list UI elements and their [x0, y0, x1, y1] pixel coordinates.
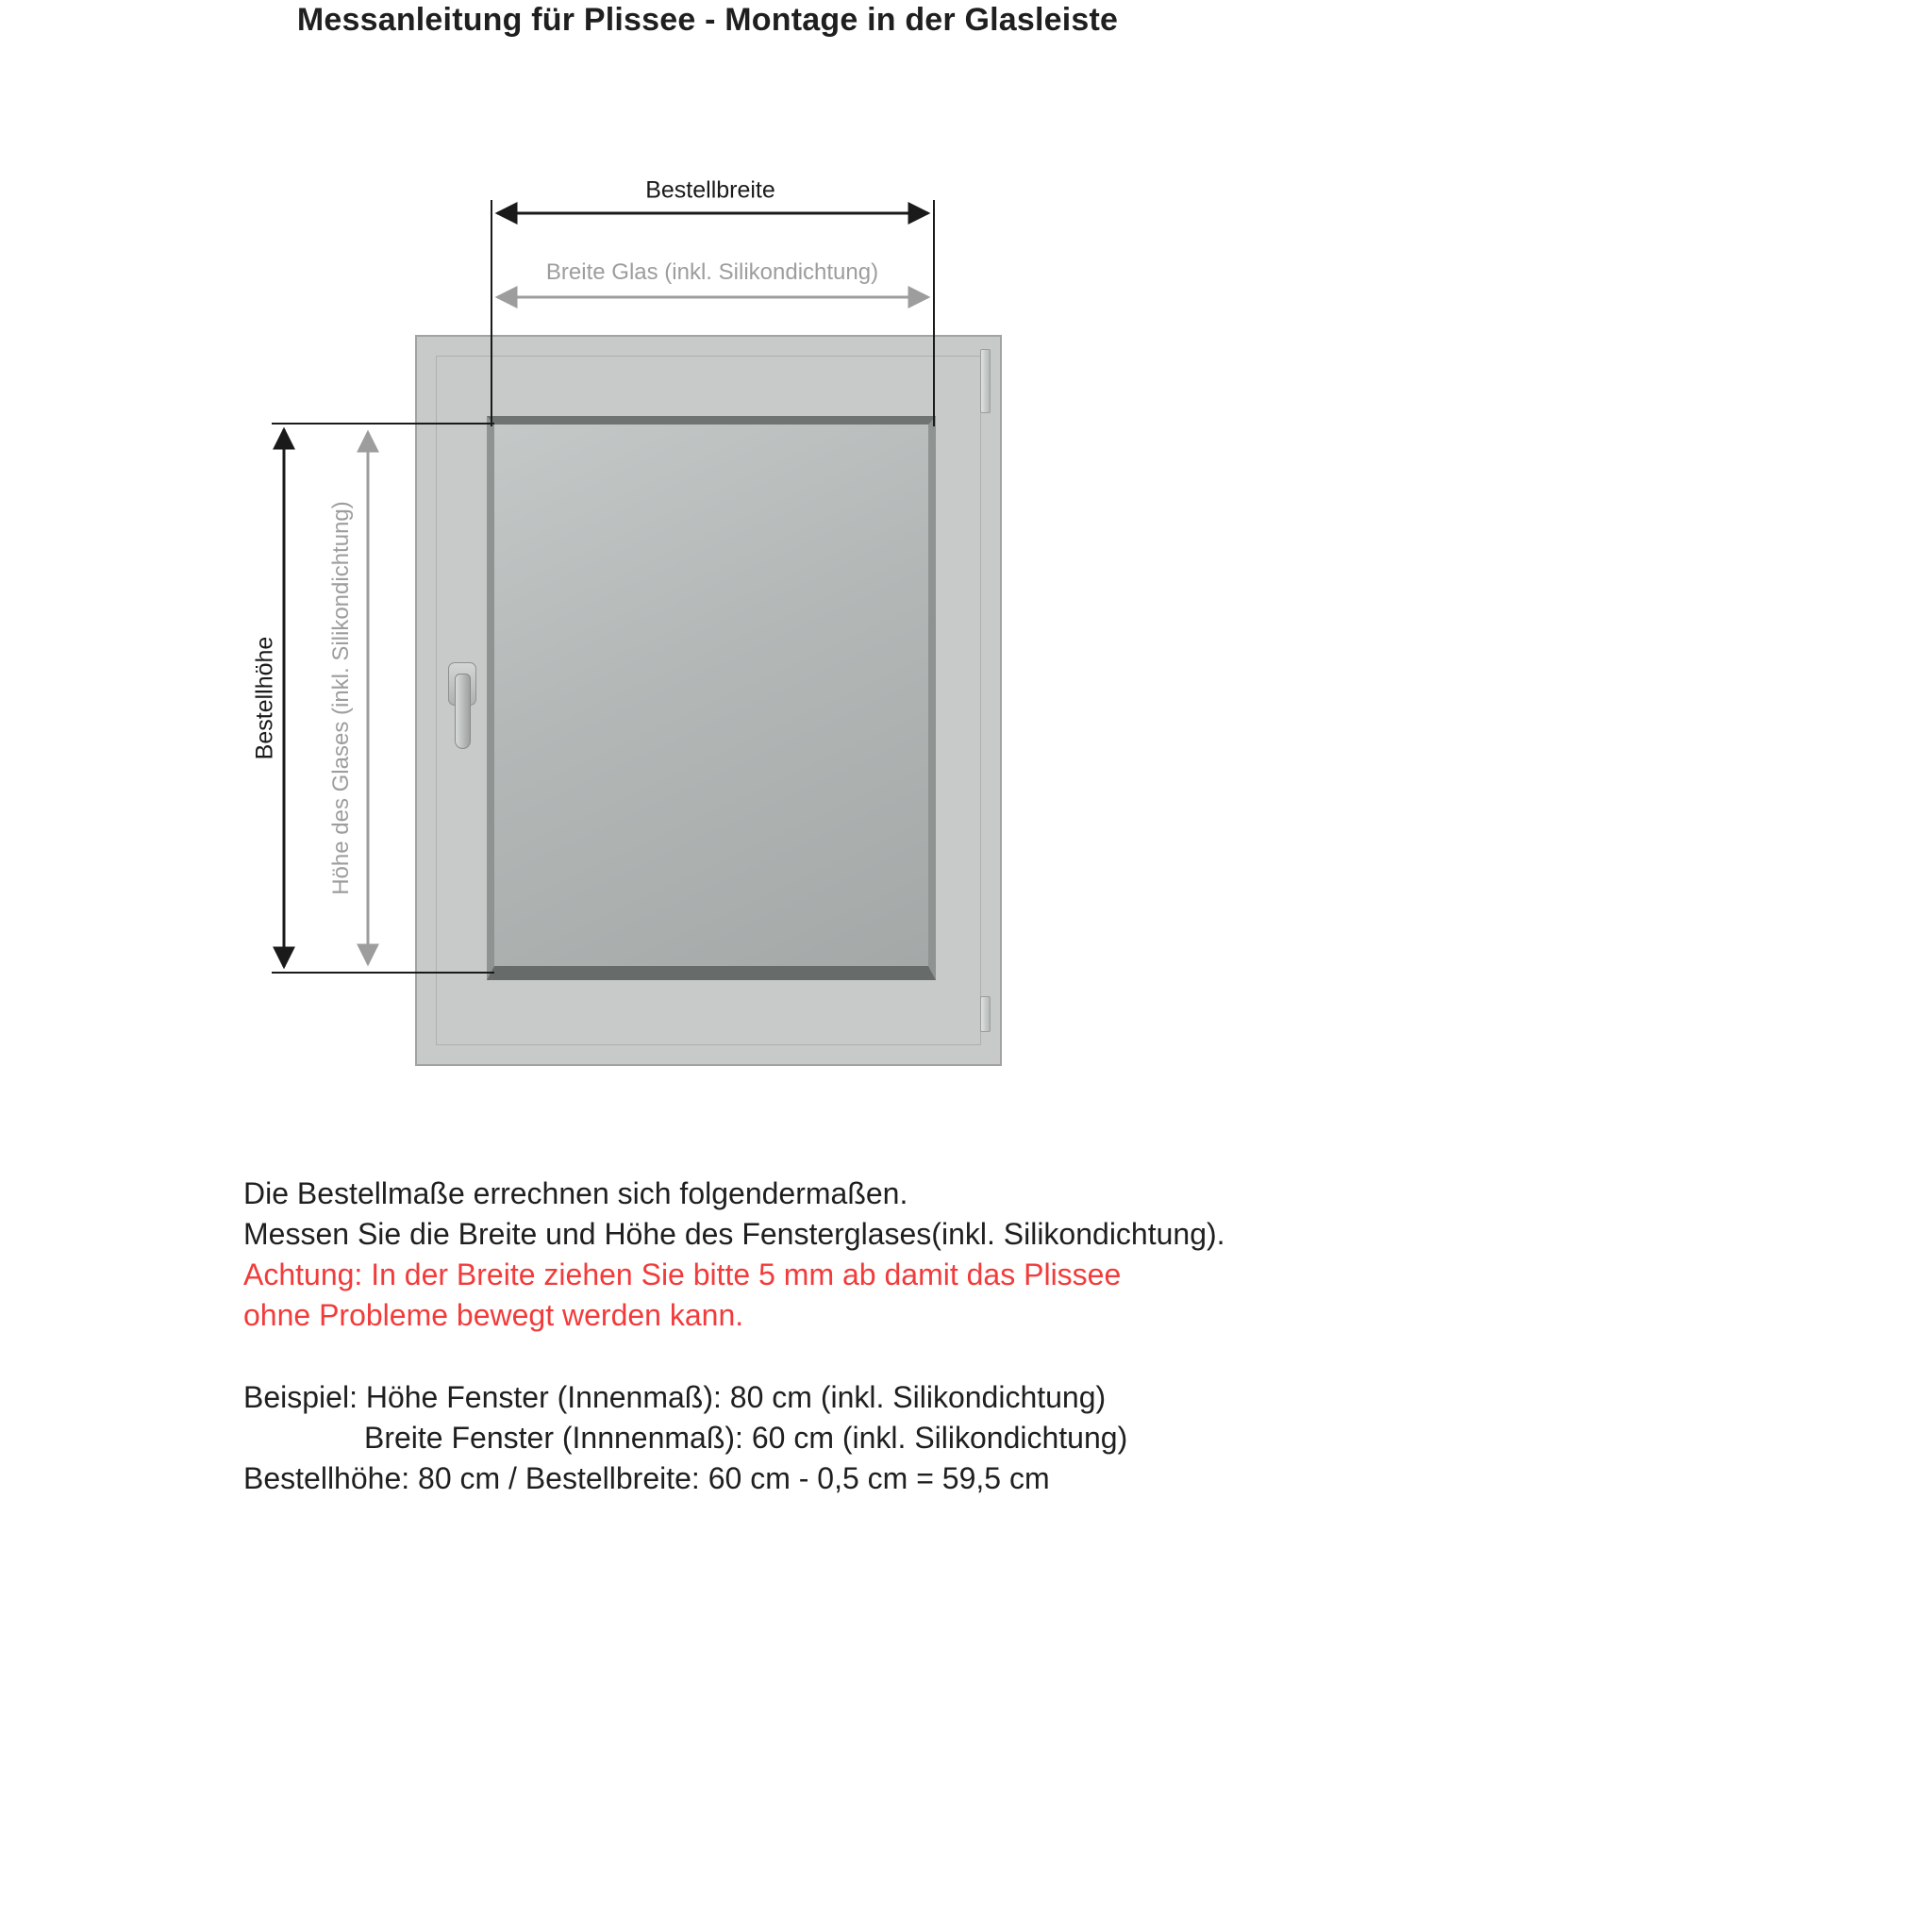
- intro-line-2: Messen Sie die Breite und Höhe des Fensterglases(inkl. Silikondichtung).: [243, 1217, 1225, 1251]
- height-extension-lines: [272, 424, 494, 973]
- warning-line-2: ohne Probleme bewegt werden kann.: [243, 1298, 744, 1332]
- glass-height-label: Höhe des Glases (inkl. Silikondichtung): [328, 501, 354, 895]
- order-width-label: Bestellbreite: [645, 176, 775, 204]
- example-line-1: Beispiel: Höhe Fenster (Innenmaß): 80 cm (inkl. Silikondichtung): [243, 1380, 1107, 1414]
- width-extension-lines: [491, 200, 934, 426]
- example-line-2: Breite Fenster (Innnenmaß): 60 cm (inkl. Silikondichtung): [364, 1421, 1128, 1455]
- glass-width-label: Breite Glas (inkl. Silikondichtung): [545, 259, 879, 285]
- example-block: [243, 1377, 1225, 1499]
- warning-line-1: Achtung: In der Breite ziehen Sie bitte 5 mm ab damit das Plissee: [243, 1257, 1122, 1291]
- intro-line-1: Die Bestellmaße errechnen sich folgendermaßen.: [243, 1176, 908, 1210]
- example-line-3: Bestellhöhe: 80 cm / Bestellbreite: 60 cm - 0,5 cm = 59,5 cm: [243, 1461, 1050, 1495]
- order-height-label: Bestellhöhe: [251, 636, 278, 760]
- page-title: Messanleitung für Plissee - Montage in der Glasleiste: [296, 2, 1119, 38]
- instructions-text: [243, 1174, 1225, 1499]
